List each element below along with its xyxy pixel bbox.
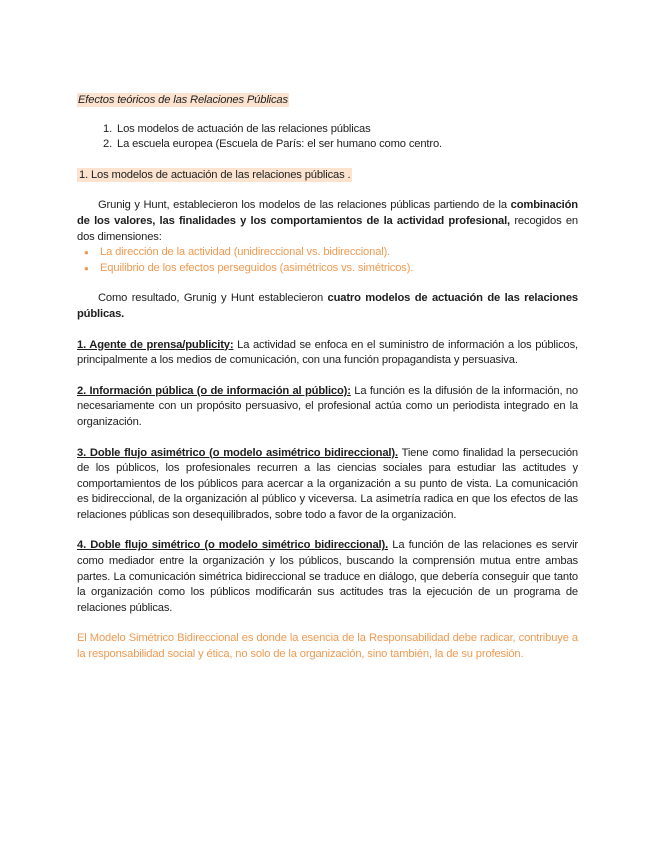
result-paragraph	[77, 291, 578, 322]
conclusion-paragraph: El Modelo Simétrico Bidireccional es donde la esencia de la Responsabilidad debe radicar, contribuye a la responsabilidad social y ética, no solo de la organización, sino también, la de su profesión.	[77, 632, 578, 661]
model-3-label: 3. Doble flujo asimétrico (o modelo asimétrico bidireccional).	[77, 446, 398, 459]
model-2-label: 2. Información pública (o de información al público):	[77, 384, 351, 397]
dimension-item: ● La dirección de la actividad (unidireccional vs. bidireccional).	[100, 245, 578, 261]
toc-item: 2. La escuela europea (Escuela de París: el ser humano como centro.	[115, 137, 578, 153]
title-highlight: Efectos teóricos de las Relaciones Públicas	[78, 94, 288, 106]
section-heading-highlight: 1. Los modelos de actuación de las relaciones públicas .	[79, 168, 351, 181]
model-2-text: La función es la difusión de la información, no necesariamente con un propósito persuasivo, el profesional actúa como un periodista integrado en la organización.	[77, 384, 578, 428]
result-text: Como resultado, Grunig y Hunt establecieron	[98, 292, 328, 305]
model-4-paragraph	[77, 538, 578, 616]
result-bold: cuatro modelos de actuación de las relaciones públicas.	[77, 292, 579, 320]
model-3-paragraph	[77, 446, 578, 524]
toc-item: 1. Los modelos de actuación de las relaciones públicas	[115, 122, 578, 138]
model-3-text: Tiene como finalidad la persecución de los públicos, los profesionales recurren a las ciencias sociales para estudiar las actitudes y comportamientos de los públicos para acercar a la organización a su punto de vista. La comunicación es bidireccional, de la organización al público y viceversa. La asimetría radica en que los efectos de las relaciones públicas son desequilibrados, sobre todo a favor de la organización.	[77, 446, 578, 521]
dimension-item: ● Equilibrio de los efectos perseguidos (asimétricos vs. simétricos).	[100, 261, 578, 277]
model-4-label: 4. Doble flujo simétrico (o modelo simétrico bidireccional).	[77, 539, 389, 552]
intro-bold: combinación de los valores, las finalidades y los comportamientos de la actividad profesional,	[77, 199, 578, 227]
model-1-text: La actividad se enfoca en el suministro de información a los públicos, principalmente a los medios de comunicación, con una función propagandista y persuasiva.	[77, 338, 578, 367]
document-title	[77, 93, 578, 109]
intro-text-1: Grunig y Hunt, establecieron los modelos de las relaciones públicas partiendo de la	[98, 199, 511, 212]
intro-paragraph	[77, 198, 578, 245]
table-of-contents	[77, 122, 578, 153]
intro-text-2: recogidos en dos dimensiones:	[77, 214, 578, 243]
model-1-paragraph	[77, 338, 578, 369]
model-1-label: 1. Agente de prensa/publicity:	[77, 338, 234, 351]
dimensions-list	[77, 245, 578, 276]
section-heading	[77, 168, 578, 184]
model-2-paragraph	[77, 384, 578, 431]
model-4-text: La función de las relaciones es servir como mediador entre la organización y los públicos, buscando la comprensión mutua entre ambas partes. La comunicación simétrica bidireccional se traduce en diálogo, que debería conseguir que tanto la organización como los públicos modificarán sus actitudes tras la ejecución de un programa de relaciones públicas.	[77, 539, 578, 614]
document-body	[77, 93, 578, 663]
